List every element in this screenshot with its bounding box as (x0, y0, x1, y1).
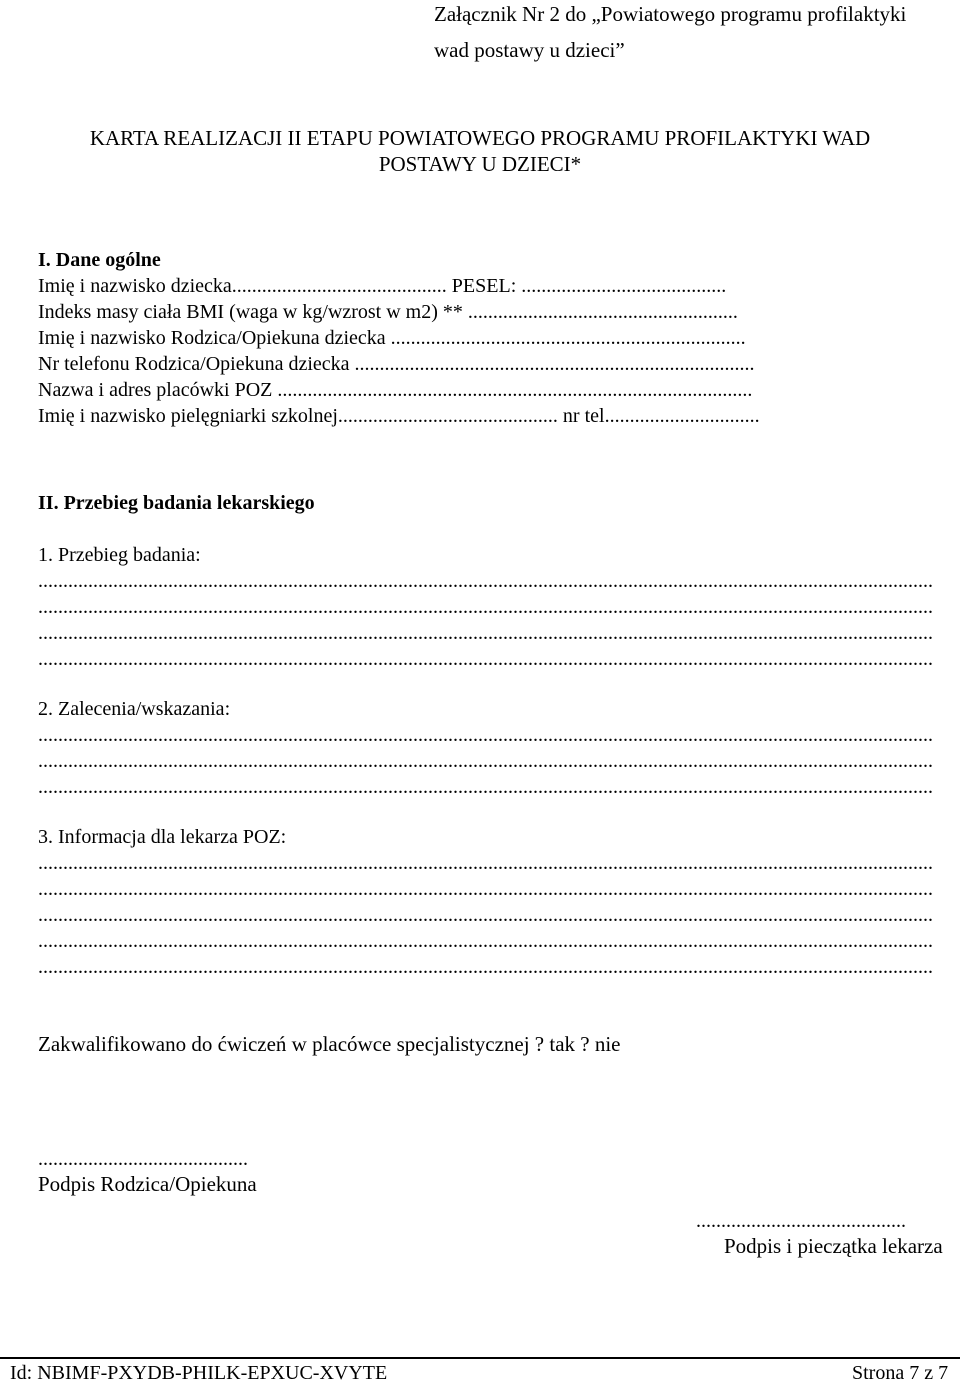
field-bmi[interactable]: Indeks masy ciała BMI (waga w kg/wzrost w m2) ** ...................................................... (38, 301, 738, 323)
section-general-heading: I. Dane ogólne (38, 249, 161, 271)
doctor-signature-line[interactable]: .......................................... (696, 1210, 906, 1232)
field-parent-name[interactable]: Imię i nazwisko Rodzica/Opiekuna dziecka ....................................................................... (38, 327, 746, 349)
qualification-question: Zakwalifikowano do ćwiczeń w placówce specjalistycznej ? tak ? nie (38, 1032, 621, 1056)
field-poz-facility[interactable]: Nazwa i adres placówki POZ ............................................................................................... (38, 379, 753, 401)
page-number: Strona 7 z 7 (852, 1362, 949, 1384)
poz-info-dots-3[interactable]: ................................................................................................................................................................................... (38, 904, 933, 926)
exam-course-label: 1. Przebieg badania: (38, 544, 201, 566)
exam-course-dots-3[interactable]: ................................................................................................................................................................................... (38, 622, 933, 644)
parent-signature-label: Podpis Rodzica/Opiekuna (38, 1172, 257, 1196)
recommendations-label: 2. Zalecenia/wskazania: (38, 698, 231, 720)
poz-info-label: 3. Informacja dla lekarza POZ: (38, 826, 287, 848)
footer-divider (0, 1357, 960, 1359)
poz-info-dots-2[interactable]: ................................................................................................................................................................................... (38, 878, 933, 900)
recommendations-dots-3[interactable]: ................................................................................................................................................................................... (38, 776, 933, 798)
poz-info-dots-4[interactable]: ................................................................................................................................................................................... (38, 930, 933, 952)
exam-course-dots-2[interactable]: ................................................................................................................................................................................... (38, 596, 933, 618)
document-id: Id: NBIMF-PXYDB-PHILK-EPXUC-XVYTE (10, 1362, 388, 1384)
attachment-note-line2: wad postawy u dzieci” (434, 38, 625, 62)
poz-info-dots-1[interactable]: ................................................................................................................................................................................... (38, 852, 933, 874)
doctor-signature-label: Podpis i pieczątka lekarza (724, 1234, 943, 1258)
field-parent-phone[interactable]: Nr telefonu Rodzica/Opiekuna dziecka ................................................................................ (38, 353, 755, 375)
section-exam-heading: II. Przebieg badania lekarskiego (38, 492, 315, 514)
parent-signature-line[interactable]: .......................................... (38, 1148, 248, 1170)
exam-course-dots-4[interactable]: ................................................................................................................................................................................... (38, 648, 933, 670)
form-title-line2: POSTAWY U DZIECI* (378, 152, 582, 176)
field-school-nurse[interactable]: Imię i nazwisko pielęgniarki szkolnej............................................ nr tel............................... (38, 405, 760, 427)
exam-course-dots-1[interactable]: ................................................................................................................................................................................... (38, 570, 933, 592)
recommendations-dots-1[interactable]: ................................................................................................................................................................................... (38, 724, 933, 746)
poz-info-dots-5[interactable]: ................................................................................................................................................................................... (38, 956, 933, 978)
attachment-note-line1: Załącznik Nr 2 do „Powiatowego programu profilaktyki (434, 2, 907, 26)
field-child-name-pesel[interactable]: Imię i nazwisko dziecka........................................... PESEL: ......................................... (38, 275, 727, 297)
form-title-line1: KARTA REALIZACJI II ETAPU POWIATOWEGO PROGRAMU PROFILAKTYKI WAD (89, 126, 871, 150)
recommendations-dots-2[interactable]: ................................................................................................................................................................................... (38, 750, 933, 772)
